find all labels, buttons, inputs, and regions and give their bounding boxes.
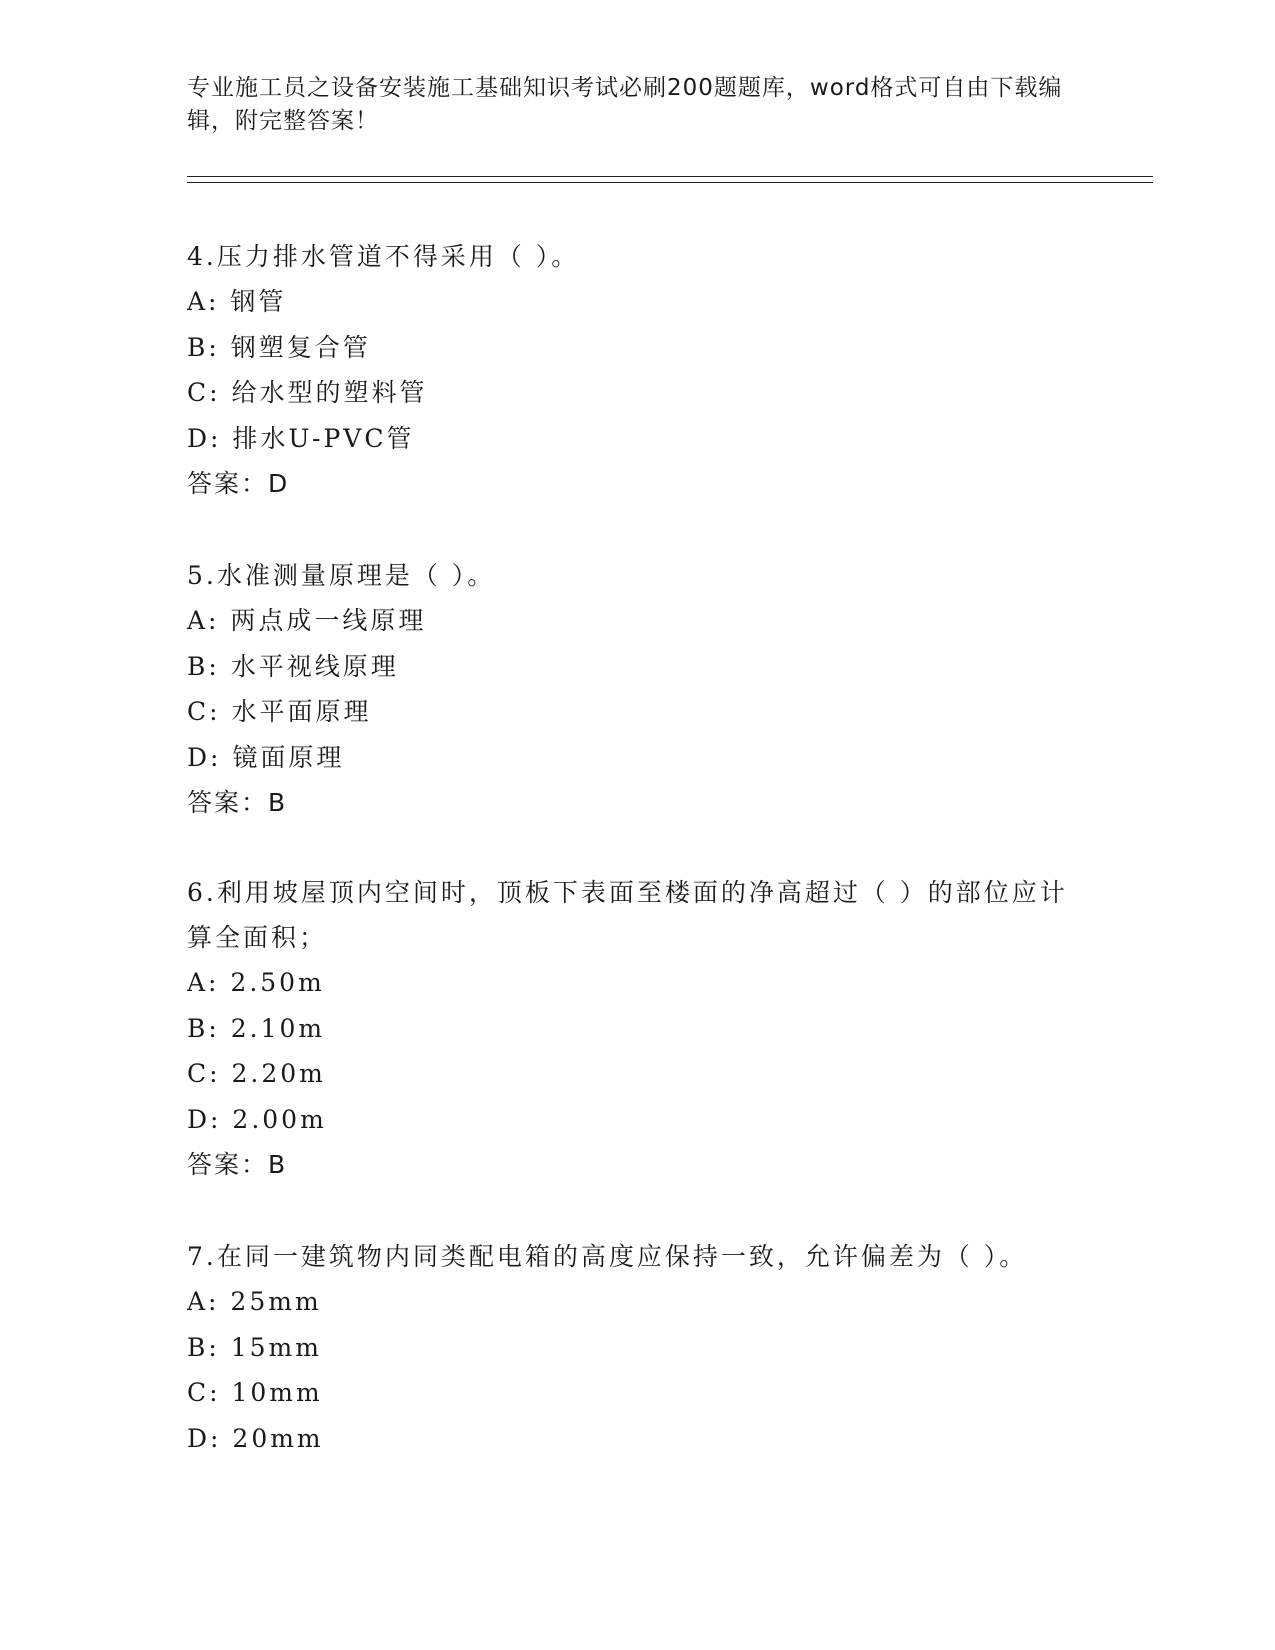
option-d: D: 排水U-PVC管 bbox=[187, 423, 415, 453]
answer: 答案：D bbox=[187, 469, 290, 498]
option-c: C: 水平面原理 bbox=[187, 697, 372, 726]
option-d: D: 20mm bbox=[187, 1423, 324, 1453]
answer: 答案：B bbox=[187, 1150, 288, 1179]
option-c: C: 给水型的塑料管 bbox=[187, 378, 428, 407]
question-6 bbox=[187, 870, 1087, 1188]
option-a: A: 2.50m bbox=[187, 968, 325, 997]
document-header bbox=[187, 72, 1067, 138]
header-text: 专业施工员之设备安装施工基础知识考试必刷200题题库，word格式可自由下载编辑，附完整答案！ bbox=[187, 75, 1063, 134]
question-stem: 5.水准测量原理是（ ）。 bbox=[187, 561, 496, 590]
option-b: B: 2.10m bbox=[187, 1013, 326, 1043]
question-stem: 4.压力排水管道不得采用（ ）。 bbox=[187, 242, 580, 271]
option-a: A: 两点成一线原理 bbox=[187, 606, 427, 635]
question-stem: 7.在同一建筑物内同类配电箱的高度应保持一致，允许偏差为（ ）。 bbox=[187, 1242, 1028, 1271]
question-4 bbox=[187, 234, 1087, 507]
option-d: D: 2.00m bbox=[187, 1104, 327, 1134]
header-rule-bottom bbox=[187, 182, 1153, 183]
answer: 答案：B bbox=[187, 788, 288, 817]
option-c: C: 2.20m bbox=[187, 1059, 326, 1088]
question-5 bbox=[187, 553, 1087, 826]
option-b: B: 水平视线原理 bbox=[187, 651, 399, 681]
option-a: A: 25mm bbox=[187, 1287, 322, 1316]
option-d: D: 镜面原理 bbox=[187, 742, 345, 772]
option-b: B: 钢塑复合管 bbox=[187, 332, 371, 362]
option-c: C: 10mm bbox=[187, 1378, 323, 1407]
question-7 bbox=[187, 1234, 1087, 1461]
header-rule-top bbox=[187, 176, 1153, 177]
option-b: B: 15mm bbox=[187, 1332, 322, 1362]
option-a: A: 钢管 bbox=[187, 287, 287, 316]
question-stem: 6.利用坡屋顶内空间时，顶板下表面至楼面的净高超过（ ）的部位应计算全面积； bbox=[187, 878, 1068, 952]
